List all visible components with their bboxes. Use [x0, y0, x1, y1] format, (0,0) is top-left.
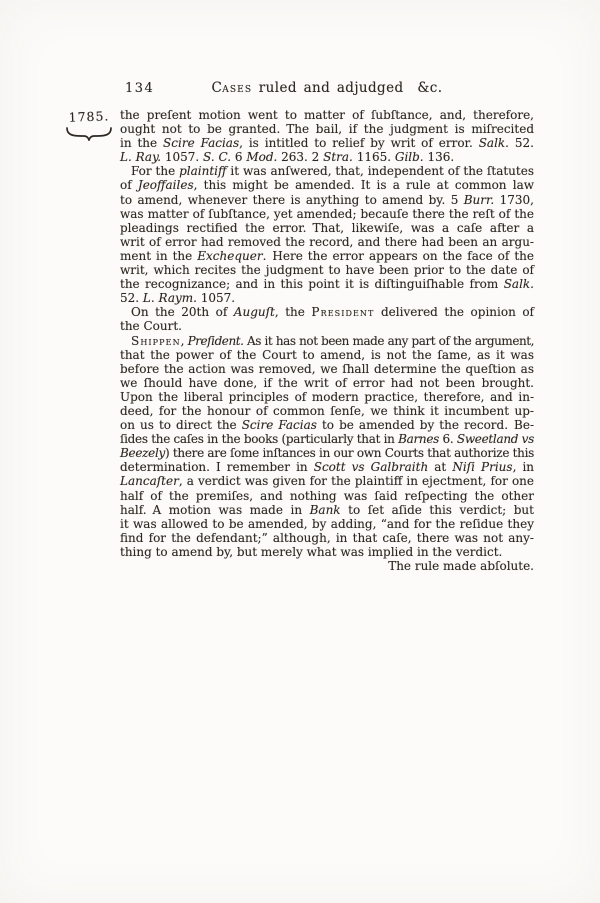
text-line: [120, 207, 534, 221]
text-segment: the preſent motion went to matter of ſubſtance, and, therefore,: [120, 108, 534, 122]
text-segment: to amend, whenever there is anything to amend by. 5: [120, 192, 464, 207]
italic-text: Barnes: [398, 432, 440, 447]
text-segment: writ, which recites the judgment to have been prior to the date of: [120, 263, 534, 278]
text-line: [120, 432, 534, 446]
text-line: [120, 404, 534, 418]
text-segment: Upon the liberal principles of modern practice, therefore, and in-: [120, 389, 534, 404]
text-segment: writ of error had removed the record, and there had been an argu-: [120, 234, 534, 249]
text-line: [120, 559, 534, 573]
italic-text: plaintiff: [179, 164, 227, 179]
text-line: [120, 108, 534, 122]
text-line: [120, 418, 534, 432]
italic-text: Burr.: [463, 192, 495, 207]
text-segment: at: [428, 460, 453, 475]
text-line: [120, 348, 534, 362]
text-segment: to be amended by the record. Be-: [316, 418, 534, 433]
text-segment: 1730,: [494, 192, 534, 207]
italic-text: Scire Facias: [241, 418, 317, 433]
text-segment: before the action was removed, we ſhall determine the queſtion as: [120, 361, 534, 376]
text-line: [120, 489, 534, 503]
text-line: [120, 164, 534, 178]
text-segment: half of the premiſes, and nothing was ſaid reſpecting the other: [120, 488, 534, 503]
text-segment: On the 20th of: [131, 305, 234, 320]
text-line: [120, 277, 534, 291]
italic-text: Lancaſter: [120, 474, 179, 489]
page-number: 134: [125, 81, 155, 96]
text-segment: ought not to be granted. The bail, if the judgment is miſrecited: [120, 122, 534, 137]
text-segment: 1165.: [352, 150, 395, 165]
text-line: [120, 122, 534, 136]
text-segment: , a verdict was given for the plaintiff in ejectment, for one: [178, 474, 534, 489]
text-segment: half. A motion was made in: [120, 502, 310, 517]
text-segment: The rule made abſolute.: [388, 559, 534, 573]
margin-year-note: [64, 109, 114, 141]
text-segment: 52.: [120, 291, 143, 306]
italic-text: Scott vs Galbraith: [313, 460, 429, 475]
text-segment: it was allowed to be amended, by adding, “and for the reſidue they: [120, 516, 534, 531]
italic-text: Exchequer: [197, 248, 263, 263]
text-segment: determination. I remember in: [120, 460, 314, 475]
text-segment: was matter of ſubſtance, yet amended; becauſe there the reſt of the: [120, 206, 534, 221]
smallcaps-text: President: [311, 305, 375, 320]
italic-text: L. Raym.: [142, 291, 197, 306]
text-line: [120, 376, 534, 390]
text-line: [120, 517, 534, 531]
text-segment: As it has not been made any part of the argument,: [243, 333, 535, 348]
text-segment: on us to direct the: [120, 418, 242, 433]
text-line: [120, 221, 534, 235]
running-title: [120, 80, 534, 96]
italic-text: Preſident.: [187, 333, 244, 348]
italic-text: Salk.: [503, 277, 534, 292]
text-line: [120, 249, 534, 263]
text-line: [120, 263, 534, 277]
text-line: [120, 362, 534, 376]
text-segment: 136.: [423, 150, 455, 165]
text-line: [120, 305, 534, 319]
italic-text: Gilb.: [394, 150, 424, 165]
page-header: [120, 80, 534, 98]
text-line: [120, 531, 534, 545]
smallcaps-text: Shippen: [131, 333, 181, 348]
text-segment: ,: [180, 333, 188, 348]
text-segment: the recognizance; and in this point it is diſtinguiſhable from: [120, 277, 504, 292]
text-line: [120, 150, 534, 164]
italic-text: Bank: [309, 502, 341, 517]
text-segment: , the: [274, 305, 312, 320]
body-text: [120, 108, 534, 573]
year-underbrace-icon: [64, 125, 114, 141]
text-segment: , in: [512, 460, 535, 475]
text-segment: . Here the error appears on the face of the: [262, 248, 534, 263]
text-line: [120, 193, 534, 207]
text-segment: that the power of the Court to amend, is not the ſame, as it was: [120, 347, 534, 362]
text-line: [120, 235, 534, 249]
text-segment: 1057.: [196, 291, 236, 306]
text-segment: 6.: [439, 432, 457, 447]
text-segment: the Court.: [120, 319, 182, 334]
text-segment: of: [120, 178, 138, 193]
text-segment: 52.: [509, 136, 534, 151]
text-segment: thing to amend by, but merely what was implied in the verdict.: [120, 544, 503, 559]
text-segment: , is intitled to relief by writ of error.: [239, 136, 479, 151]
text-line: [120, 291, 534, 305]
text-segment: , this might be amended. It is a rule at common law: [193, 178, 534, 193]
smallcaps-text: ases: [222, 80, 253, 96]
text-segment: ruled and adjudged &c.: [252, 80, 443, 96]
text-line: [120, 178, 534, 192]
text-segment: to ſet aſide this verdict; but: [340, 502, 534, 517]
text-segment: C: [211, 80, 223, 96]
text-segment: in the: [120, 136, 164, 151]
text-segment: pleadings rectified the error. That, likewiſe, was a caſe after a: [120, 220, 534, 235]
text-line: [120, 319, 534, 333]
italic-text: Beezely: [120, 446, 165, 461]
text-segment: ) there are ſome inſtances in our own Courts that authorize this: [164, 446, 534, 461]
text-segment: For the: [131, 164, 180, 179]
text-segment: we ſhould have done, if the writ of error had not been brought.: [120, 375, 534, 390]
text-line: [120, 334, 534, 348]
italic-text: Salk.: [478, 136, 509, 151]
text-line: [120, 136, 534, 150]
italic-text: L. Ray.: [120, 150, 162, 165]
text-segment: ſides the caſes in the books (particularly that in: [120, 432, 399, 447]
text-line: [120, 474, 534, 488]
text-segment: 263. 2: [277, 150, 324, 165]
year-label: 1785.: [68, 108, 110, 125]
text-line: [120, 446, 534, 460]
text-segment: it was anſwered, that, independent of the ſtatutes: [226, 164, 534, 179]
text-line: [120, 503, 534, 517]
italic-text: S. C.: [203, 150, 232, 165]
italic-text: Auguſt: [233, 305, 275, 320]
text-segment: delivered the opinion of: [374, 305, 534, 320]
italic-text: Niſi Prius: [452, 460, 513, 475]
italic-text: Jeoffailes: [137, 178, 194, 193]
italic-text: Scire Facias: [163, 136, 240, 151]
text-segment: 1057.: [161, 150, 204, 165]
italic-text: Sweetland vs: [456, 432, 534, 447]
italic-text: Stra.: [323, 150, 353, 165]
text-segment: ment in the: [120, 248, 198, 263]
text-line: [120, 460, 534, 474]
text-segment: 6: [231, 150, 247, 165]
text-line: [120, 545, 534, 559]
italic-text: Mod.: [246, 150, 278, 165]
text-line: [120, 390, 534, 404]
text-segment: deed, for the honour of common ſenſe, we think it incumbent up-: [120, 403, 534, 418]
text-segment: find for the defendant;” although, in that caſe, there was not any-: [120, 530, 534, 545]
